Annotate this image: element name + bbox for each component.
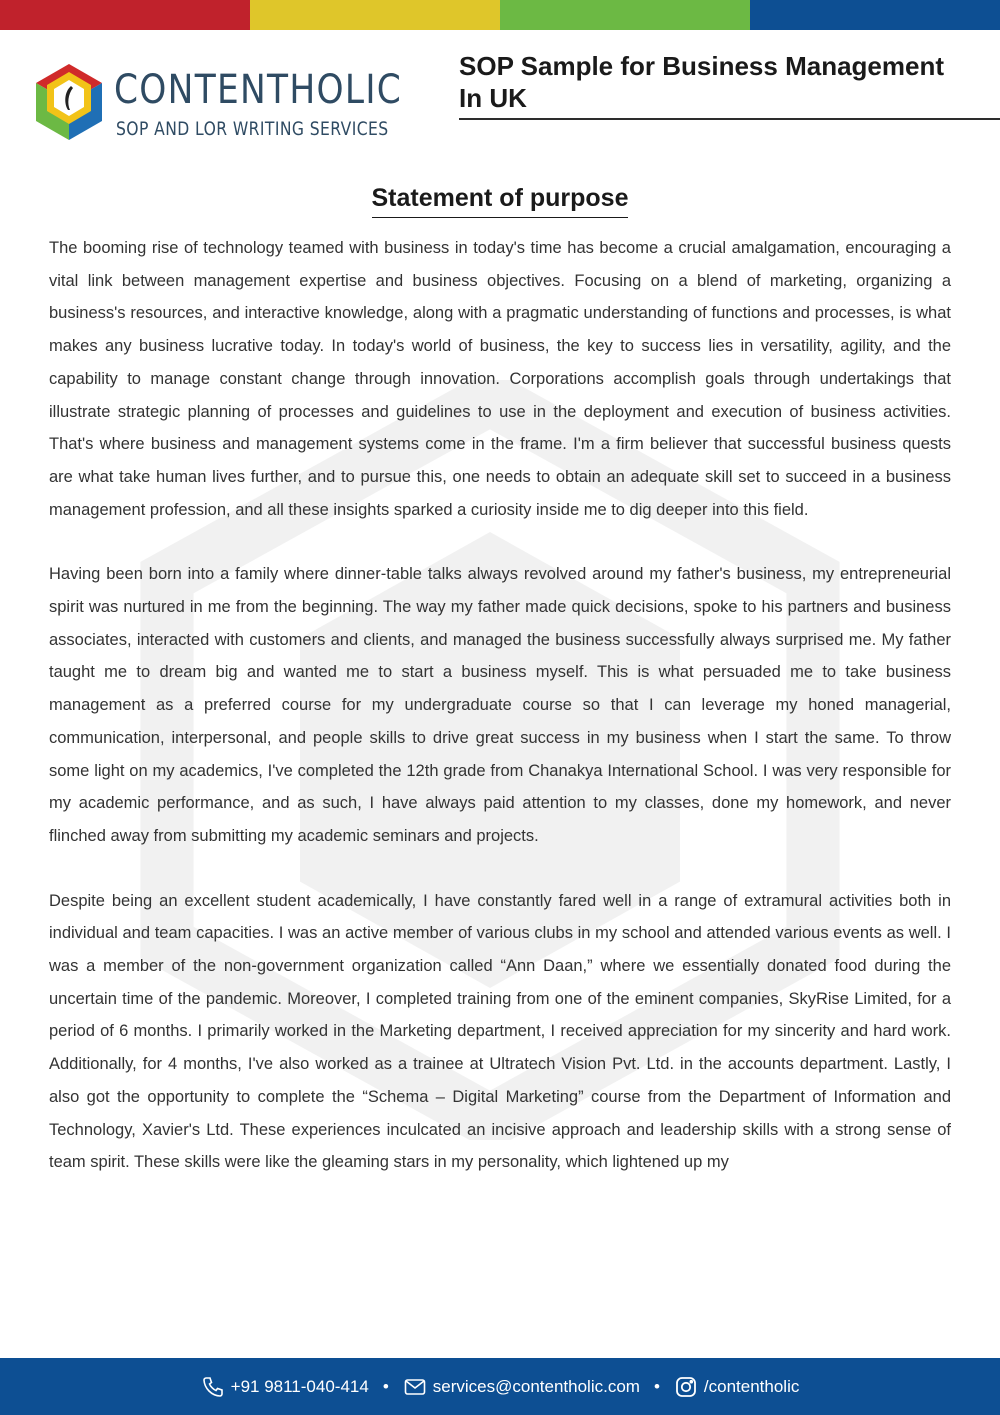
brand-name-part2: HOLIC xyxy=(289,67,403,113)
instagram-icon xyxy=(674,1375,698,1399)
cube-logo-icon xyxy=(34,62,104,142)
brand-name-part1: CONTENT xyxy=(114,67,290,113)
envelope-icon xyxy=(403,1375,427,1399)
color-bar-red xyxy=(0,0,250,30)
color-bar-green xyxy=(500,0,750,30)
body-paragraph: The booming rise of technology teamed with business in today's time has become a crucial amalgamation, encouraging a vital link between management expertise and business objectives. Focusing on a blend of marketing, organizing a business's resources, and interactive knowledge, along with a pragmatic understanding of functions and processes, is what makes any business lucrative today. In today's world of business, the key to success lies in versatility, agility, and the capability to manage constant change through innovation. Corporations accomplish goals through undertakings that illustrate strategic planning of processes and guidelines to use in the deployment and execution of business activities. That's where business and management systems come in the frame. I'm a firm believer that successful business quests are what take human lives further, and to pursue this, one needs to obtain an adequate skill set to succeed in a business management profession, and all these insights sparked a curiosity inside me to dig deeper into this field. xyxy=(49,239,951,519)
brand-name xyxy=(114,67,403,113)
brand-tagline: SOP AND LOR WRITING SERVICES xyxy=(116,118,389,140)
footer-social[interactable] xyxy=(674,1375,799,1399)
color-bar-blue xyxy=(750,0,1000,30)
phone-number: +91 9811-040-414 xyxy=(230,1376,369,1396)
document-body xyxy=(49,232,951,1211)
email-address: services@contentholic.com xyxy=(432,1376,640,1396)
brand-logo[interactable] xyxy=(34,62,403,142)
section-heading-wrap xyxy=(0,184,1000,218)
document-title: SOP Sample for Business Management In UK xyxy=(459,51,944,113)
color-bar-yellow xyxy=(250,0,500,30)
footer-phone[interactable] xyxy=(201,1375,369,1399)
top-color-bar xyxy=(0,0,1000,30)
body-paragraph: Despite being an excellent student academically, I have constantly fared well in a range of extramural activities both in individual and team capacities. I was an active member of various clubs in my school and attended various events as well. I was a member of the non-government organization called “Ann Daan,” where we essentially donated food during the uncertain time of the pandemic. Moreover, I completed training from one of the eminent companies, SkyRise Limited, for a period of 6 months. I primarily worked in the Marketing department, I received appreciation for my sincerity and hard work. Additionally, for 4 months, I've also worked as a trainee at Ultratech Vision Pvt. Ltd. in the accounts department. Lastly, I also got the opportunity to complete the “Schema – Digital Marketing” course from the Department of Information and Technology, Xavier's Ltd. These experiences inculcated an incisive approach and leadership skills with a strong sense of team spirit. These skills were like the gleaming stars in my personality, which lightened up my xyxy=(49,891,951,1172)
footer-separator: • xyxy=(382,1376,389,1396)
social-handle: /contentholic xyxy=(703,1376,800,1396)
section-heading: Statement of purpose xyxy=(372,184,629,218)
title-divider xyxy=(459,118,1000,120)
body-paragraph: Having been born into a family where dinner-table talks always revolved around my father's business, my entrepreneurial spirit was nurtured in me from the beginning. The way my father made quick decisions, spoke to his partners and business associates, interacted with customers and clients, and managed the business successfully always surprised me. My father taught me to dream big and wanted me to start a business myself. This is what persuaded me to take business management as a preferred course for my undergraduate course so that I can leverage my honed managerial, communication, interpersonal, and people skills to drive great success in my business when I start the same. To throw some light on my academics, I've completed the 12th grade from Chanakya International School. I was very responsible for my academic performance, and as such, I have always paid attention to my classes, done my homework, and never flinched away from submitting my academic seminars and projects. xyxy=(49,565,951,845)
phone-icon xyxy=(201,1375,225,1399)
footer-email[interactable] xyxy=(403,1375,640,1399)
footer-separator: • xyxy=(653,1376,660,1396)
contact-footer xyxy=(0,1358,1000,1415)
